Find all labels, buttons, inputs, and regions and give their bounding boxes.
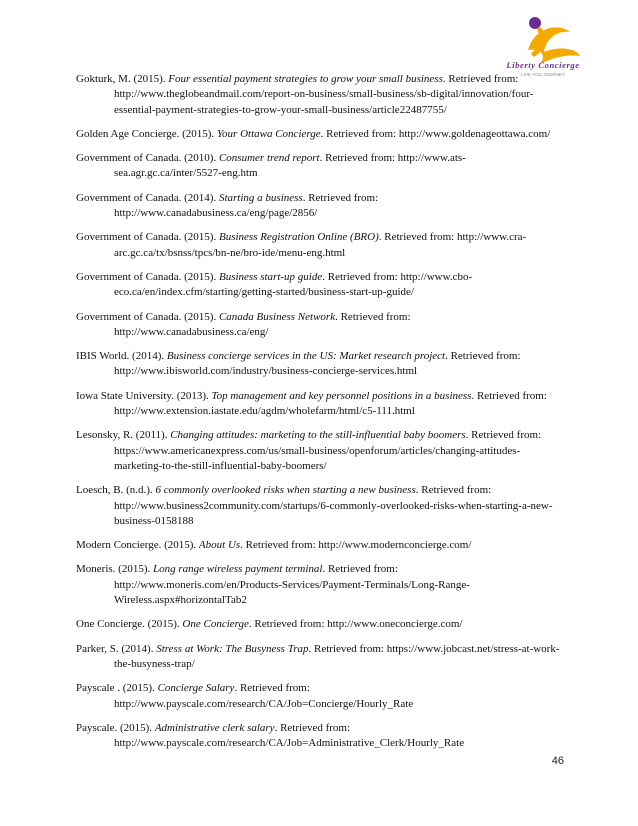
reference-entry: Payscale . (2015). Concierge Salary. Retrieved from: http://www.payscale.com/research/CA/Job=Concierge/Hourly_Rate	[76, 682, 414, 710]
reference-entry: IBIS World. (2014). Business concierge services in the US: Market research project. Retrieved from: http://www.ibisworld.com/industry/business-concierge-services.html	[76, 350, 521, 378]
reference-list	[76, 72, 564, 760]
reference-entry: Government of Canada. (2015). Business start-up guide. Retrieved from: http://www.cbo-eco.ca/en/index.cfm/starting/getting-started/business-start-up-guide/	[76, 270, 473, 299]
reference-entry: Government of Canada. (2014). Starting a business. Retrieved from: http://www.canadabusiness.ca/eng/page/2856/	[76, 191, 379, 220]
logo-name: Liberty Concierge	[506, 60, 580, 70]
logo-tagline: LIVE YOU JOURNEY	[521, 72, 565, 77]
reference-entry: Golden Age Concierge. (2015). Your Ottawa Concierge. Retrieved from: http://www.goldenageottawa.com/	[76, 127, 551, 140]
reference-entry: One Concierge. (2015). One Concierge. Retrieved from: http://www.oneconcierge.com/	[76, 618, 463, 631]
reference-entry: Iowa State University. (2013). Top management and key personnel positions in a business. Retrieved from: http://www.extension.iastate.edu/agdm/wholefarm/html/c5-111.html	[76, 389, 547, 418]
page-number: 46	[551, 755, 564, 767]
logo-dot-icon	[529, 17, 541, 29]
logo-swirl-icon	[528, 27, 580, 64]
reference-entry: Moneris. (2015). Long range wireless payment terminal. Retrieved from: http://www.moneris.com/en/Products-Services/Payment-Terminals/Long-Range-Wireless.aspx#horizontalTab2	[76, 563, 470, 607]
reference-entry: Government of Canada. (2015). Business Registration Online (BRO). Retrieved from: http://www.cra-arc.gc.ca/tx/bsnss/tpcs/bn-ne/bro-ide/menu-eng.html	[76, 231, 527, 259]
reference-entry: Lesonsky, R. (2011). Changing attitudes: marketing to the still-influential baby boomers. Retrieved from: https://www.americanexpress.com/us/small-business/openforum/articles/changing-attitudes-marketing-to-the-still-influential-baby-boomers/	[76, 429, 542, 472]
reference-entry: Loesch, B. (n.d.). 6 commonly overlooked risks when starting a new business. Retrieved from: http://www.business2community.com/startups/6-commonly-overlooked-risks-when-starting-a-new-business-0158188	[76, 484, 553, 527]
reference-entry: Parker, S. (2014). Stress at Work: The Busyness Trap. Retrieved from: https://www.jobcast.net/stress-at-work-the-busyness-trap/	[76, 642, 560, 670]
reference-entry: Gokturk, M. (2015). Four essential payment strategies to grow your small business. Retrieved from: http://www.theglobeandmail.com/report-on-business/small-business/sb-digital/innovation/four-essential-payment-strategies-to-grow-your-small-business/article22487755/	[76, 73, 534, 116]
reference-entry: Modern Concierge. (2015). About Us. Retrieved from: http://www.modernconcierge.com/	[76, 539, 472, 552]
reference-entry: Government of Canada. (2010). Consumer trend report. Retrieved from: http://www.ats-sea.agr.gc.ca/inter/5527-eng.htm	[76, 152, 466, 180]
reference-entry: Government of Canada. (2015). Canada Business Network. Retrieved from: http://www.canadabusiness.ca/eng/	[76, 310, 411, 338]
reference-entry: Payscale. (2015). Administrative clerk salary. Retrieved from: http://www.payscale.com/research/CA/Job=Administrative_Clerk/Hourly_Rate	[76, 721, 465, 750]
